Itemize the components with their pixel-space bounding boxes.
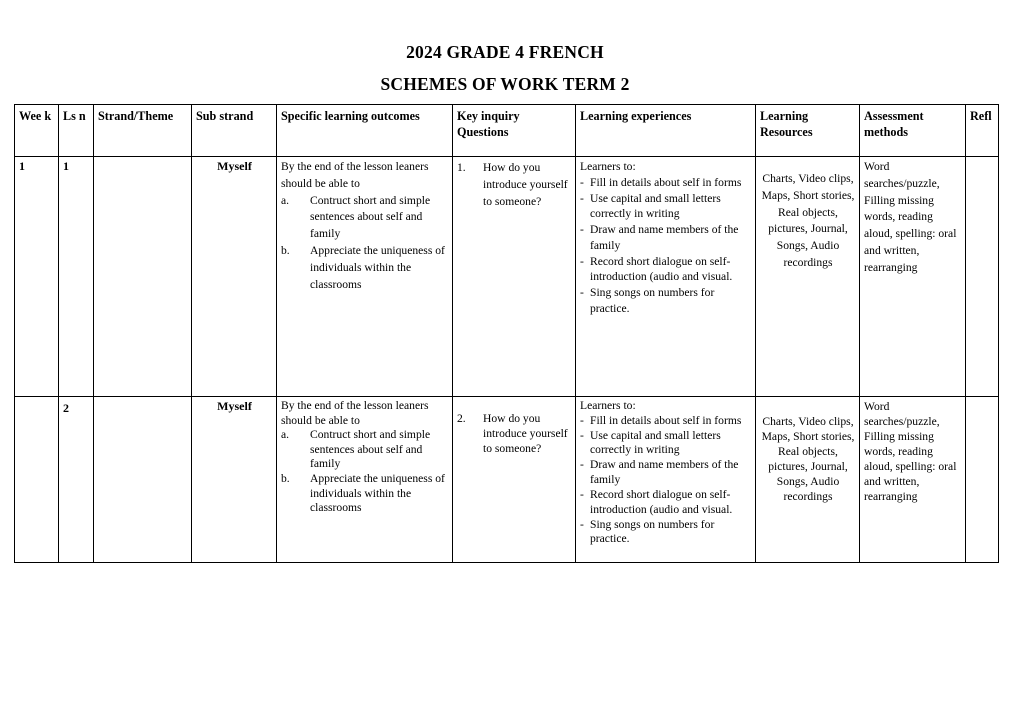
list-text: How do you introduce yourself to someone? <box>483 412 568 455</box>
cell-learning-resources: Charts, Video clips, Maps, Short stories, Real objects, pictures, Journal, Songs, Audio recordings <box>756 157 860 397</box>
lexp-list <box>580 414 752 547</box>
list-marker: - <box>580 413 584 427</box>
cell-learning-experiences <box>576 157 756 397</box>
list-marker: 1. <box>457 161 466 174</box>
cell-strand-theme <box>94 397 192 563</box>
header-strand-theme: Strand/Theme <box>94 105 192 157</box>
slo-lead-text: By the end of the lesson leaners should be able to <box>281 160 429 190</box>
list-item <box>457 160 572 210</box>
header-sub-strand: Sub strand <box>192 105 277 157</box>
list-item <box>580 414 752 429</box>
list-marker: 2. <box>457 412 466 425</box>
list-item <box>580 222 752 254</box>
header-learning-experiences: Learning experiences <box>576 105 756 157</box>
cell-learning-experiences <box>576 397 756 563</box>
cell-specific-learning-outcomes <box>277 397 453 563</box>
list-text: Record short dialogue on self-introduction (audio and visual. <box>590 254 733 284</box>
list-item <box>580 429 752 459</box>
list-item <box>281 193 449 243</box>
lexp-lead-text: Learners to: <box>580 399 636 412</box>
list-marker: b. <box>281 243 290 257</box>
slo-list <box>281 193 449 294</box>
document-title-sub: SCHEMES OF WORK TERM 2 <box>380 74 630 94</box>
list-text: Contruct short and simple sentences about self and family <box>310 428 431 471</box>
cell-key-inquiry-questions <box>453 157 576 397</box>
list-text: Fill in details about self in forms <box>590 413 742 427</box>
list-marker: a. <box>281 193 290 207</box>
list-text: Draw and name members of the family <box>590 223 739 252</box>
cell-lsn: 2 <box>59 397 94 563</box>
list-marker: - <box>580 517 584 531</box>
slo-list <box>281 428 449 516</box>
cell-key-inquiry-questions <box>453 397 576 563</box>
list-marker: - <box>580 487 584 501</box>
list-marker: - <box>580 175 584 189</box>
cell-sub-strand: Myself <box>192 397 277 563</box>
list-marker: - <box>580 191 584 205</box>
kiq-list <box>457 412 572 456</box>
cell-learning-resources: Charts, Video clips, Maps, Short stories, Real objects, pictures, Journal, Songs, Audio recordings <box>756 397 860 563</box>
header-key-inquiry-questions: Key inquiry Questions <box>453 105 576 157</box>
list-text: Use capital and small letters correctly in writing <box>590 191 721 221</box>
cell-strand-theme <box>94 157 192 397</box>
header-assessment-methods: Assessment methods <box>860 105 966 157</box>
list-marker: b. <box>281 471 290 485</box>
list-item <box>281 472 449 516</box>
list-text: Appreciate the uniqueness of individuals within the classrooms <box>310 471 445 515</box>
scheme-of-work-table <box>14 104 999 563</box>
list-text: Sing songs on numbers for practice. <box>590 517 715 546</box>
cell-specific-learning-outcomes <box>277 157 453 397</box>
list-text: Sing songs on numbers for practice. <box>590 286 715 315</box>
cell-lsn: 1 <box>59 157 94 397</box>
list-text: Draw and name members of the family <box>590 458 739 487</box>
list-item <box>281 428 449 472</box>
list-item <box>457 412 572 456</box>
list-text: Use capital and small letters correctly in writing <box>590 428 721 457</box>
lexp-lead-text: Learners to: <box>580 160 636 173</box>
list-marker: - <box>580 254 584 268</box>
header-lsn: Ls n <box>59 105 94 157</box>
header-specific-learning-outcomes: Specific learning outcomes <box>277 105 453 157</box>
list-marker: - <box>580 458 584 472</box>
header-reflection: Refl <box>966 105 999 157</box>
kiq-list <box>457 160 572 210</box>
header-week: Wee k <box>15 105 59 157</box>
list-marker: a. <box>281 428 290 442</box>
list-item <box>580 518 752 548</box>
cell-week: 1 <box>15 157 59 397</box>
list-text: How do you introduce yourself to someone? <box>483 161 568 208</box>
list-item <box>580 285 752 317</box>
list-marker: - <box>580 286 584 300</box>
slo-lead-text: By the end of the lesson leaners should be able to <box>281 399 429 427</box>
list-item <box>580 488 752 518</box>
cell-week <box>15 397 59 563</box>
list-item <box>580 458 752 488</box>
cell-sub-strand: Myself <box>192 157 277 397</box>
cell-assessment-methods: Word searches/puzzle, Filling missing words, reading aloud, spelling: oral and written, rearranging <box>860 157 966 397</box>
list-marker: - <box>580 428 584 442</box>
list-text: Fill in details about self in forms <box>590 175 742 189</box>
lexp-list <box>580 175 752 317</box>
cell-assessment-methods: Word searches/puzzle, Filling missing words, reading aloud, spelling: oral and written, rearranging <box>860 397 966 563</box>
document-title-main: 2024 GRADE 4 FRENCH <box>406 42 604 62</box>
cell-reflection <box>966 157 999 397</box>
list-item <box>580 191 752 223</box>
list-text: Record short dialogue on self-introduction (audio and visual. <box>590 487 733 516</box>
header-learning-resources: Learning Resources <box>756 105 860 157</box>
table-row <box>15 397 999 563</box>
list-marker: - <box>580 223 584 237</box>
list-item <box>281 243 449 293</box>
list-text: Appreciate the uniqueness of individuals within the classrooms <box>310 243 445 291</box>
list-item <box>580 175 752 191</box>
table-header-row <box>15 105 999 157</box>
list-text: Contruct short and simple sentences about self and family <box>310 193 431 241</box>
cell-reflection <box>966 397 999 563</box>
table-body <box>15 157 999 563</box>
list-item <box>580 254 752 286</box>
table-row <box>15 157 999 397</box>
